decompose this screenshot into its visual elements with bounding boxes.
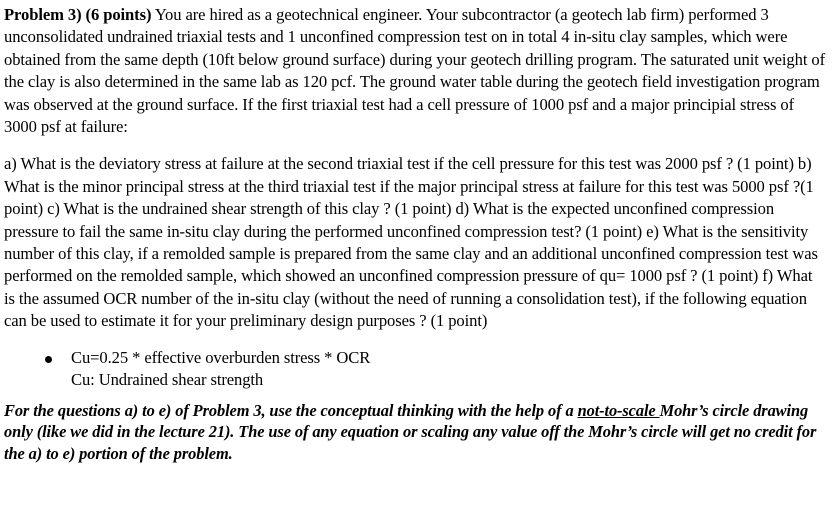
bullet-dot-icon xyxy=(45,356,52,363)
definition-text: Cu: Undrained shear strength xyxy=(71,370,264,390)
problem-intro-text: You are hired as a geotechnical engineer. Your subcontractor (a geotech lab firm) performed 3 unconsolidated undrained triaxial tests and 1 unconfined compression test on in total 4 in-situ clay samples, which were obtained from the same depth (10ft below ground surface) during your geotech drilling program. The saturated unit weight of the clay is also determined in the same lab as 120 pcf. The ground water table during the geotech field investigation program was observed at the ground surface. If the first triaxial test had a cell pressure of 1000 psf and a major principial stress of 3000 psf at failure: xyxy=(4,5,825,137)
note-part-2: Mohr’s circle drawing only (like we did in the lecture 21). The use of any equation or scaling any value off the Mohr’s circle will get no credit for the a) to e) portion of the problem. xyxy=(4,400,817,463)
equation-bullet xyxy=(4,347,827,392)
equation-text: Cu=0.25 * effective overburden stress * OCR xyxy=(71,347,371,367)
note-part-1: For the questions a) to e) of Problem 3, use the conceptual thinking with the help of a xyxy=(4,400,578,420)
note-underlined: not-to-scale xyxy=(577,400,660,420)
instruction-note xyxy=(4,400,827,465)
problem-heading: Problem 3) (6 points) xyxy=(4,5,152,24)
problem-questions: a) What is the deviatory stress at failure at the second triaxial test if the cell pressure for this test was 2000 psf ? (1 point) b) What is the minor principal stress at the third triaxial test if the major principal stress at failure for this test was 5000 psf ?(1 point) c) What is the undrained shear strength of this clay ? (1 point) d) What is the expected unconfined compression pressure to fail the same in-situ clay during the performed unconfined compression test? (1 point) e) What is the sensitivity number of this clay, if a remolded sample is prepared from the same clay and an additional unconfined compression test was performed on the remolded sample, which showed an unconfined compression pressure of qu= 1000 psf ? (1 point) f) What is the assumed OCR number of the in-situ clay (without the need of running a consolidation test), if the following equation can be used to estimate it for your preliminary design purposes ? (1 point) xyxy=(4,154,818,331)
problem-intro xyxy=(4,4,827,138)
